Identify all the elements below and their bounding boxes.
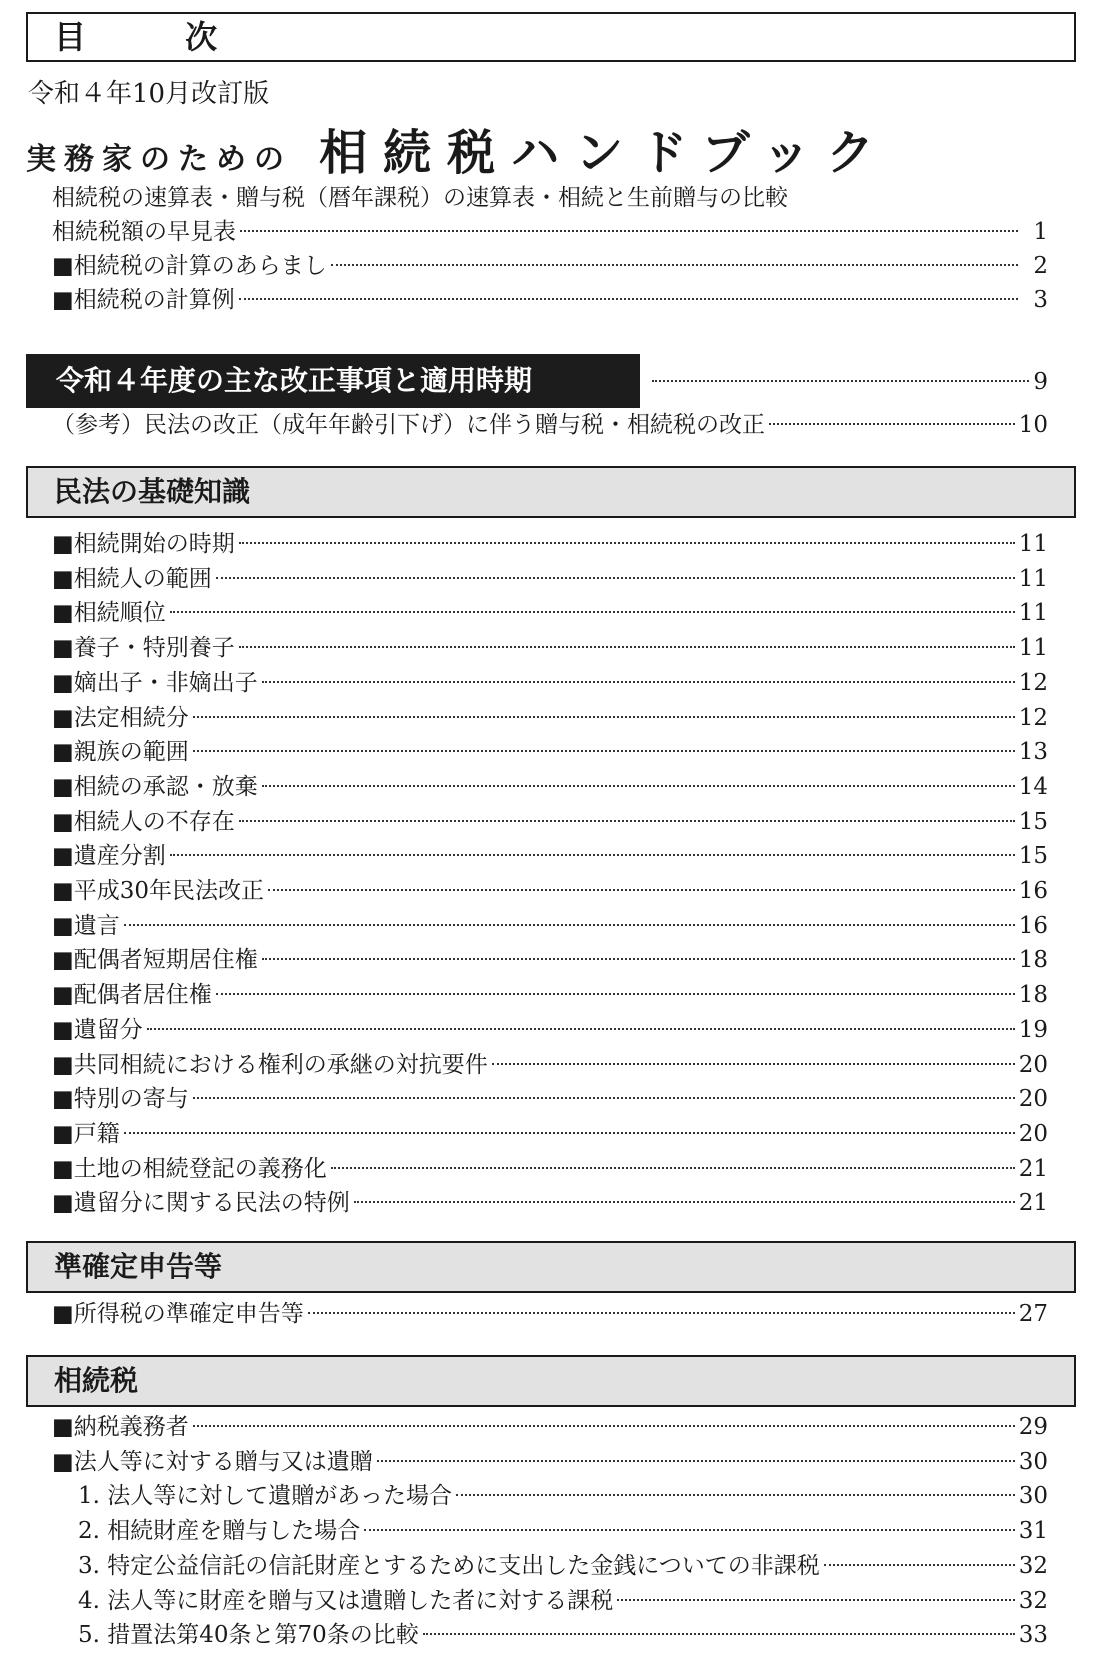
toc-entry-label: ■配偶者居住権 <box>52 982 212 1009</box>
book-title <box>26 114 890 183</box>
toc-entry-label: ■法人等に対する贈与又は遺贈 <box>52 1448 373 1475</box>
leader-dots <box>124 924 1015 926</box>
toc-entry-label: ■所得税の準確定申告等 <box>52 1301 304 1327</box>
reform-header-page: 9 <box>1033 369 1048 395</box>
toc-entry-label: ■納税義務者 <box>52 1414 189 1440</box>
toc-entry[interactable] <box>78 1584 1048 1618</box>
toc-entry-page: 16 <box>1018 912 1048 939</box>
toc-entry[interactable] <box>52 1297 1048 1331</box>
toc-entry-page: 12 <box>1018 669 1048 696</box>
toc-entry[interactable] <box>52 805 1048 839</box>
inheritance-tax-section-header <box>26 1355 1076 1407</box>
toc-entry-label: ■親族の範囲 <box>52 739 189 766</box>
quasi-filing-section-header <box>26 1241 1076 1293</box>
toc-entry-page: 30 <box>1018 1483 1048 1510</box>
toc-entry[interactable] <box>52 1410 1048 1444</box>
toc-entry-page: 27 <box>1018 1301 1048 1327</box>
toc-entry-page: 15 <box>1018 843 1048 870</box>
toc-entry-page: 1 <box>1033 219 1048 245</box>
toc-entry[interactable] <box>52 562 1048 596</box>
toc-entry[interactable] <box>52 527 1048 561</box>
leader-dots <box>216 577 1015 579</box>
leader-dots <box>617 1599 1014 1601</box>
leader-dots <box>262 785 1015 787</box>
toc-entry-label: ■相続税の計算例 <box>52 287 235 313</box>
toc-entry[interactable] <box>52 909 1048 943</box>
toc-entry-label: ■法定相続分 <box>52 704 189 731</box>
toc-entry-label: ■戸籍 <box>52 1120 120 1147</box>
book-main-title: 相続税ハンドブック <box>319 125 891 181</box>
leader-dots <box>170 854 1015 856</box>
leader-dots <box>377 1460 1015 1462</box>
section-title: 準確定申告等 <box>54 1250 223 1283</box>
toc-entry-label: ■嫡出子・非嫡出子 <box>52 669 258 696</box>
leader-dots <box>193 1097 1015 1099</box>
leader-dots <box>423 1633 1015 1635</box>
toc-entry-page: 33 <box>1018 1622 1048 1649</box>
toc-entry[interactable] <box>52 215 1048 249</box>
toc-entry-label: ■相続人の範囲 <box>52 565 212 592</box>
toc-entry-label: ■共同相続における権利の承継の対抗要件 <box>52 1051 488 1078</box>
leader-dots <box>456 1494 1015 1496</box>
toc-entry-page: 10 <box>1018 412 1048 438</box>
toc-entry-page: 30 <box>1018 1448 1048 1475</box>
reform-section-header[interactable]: 令和４年度の主な改正事項と適用時期 <box>26 354 640 408</box>
toc-entry[interactable] <box>52 1445 1048 1479</box>
toc-heading: 目 次 <box>54 18 262 56</box>
toc-entry-page: 18 <box>1018 947 1048 974</box>
toc-entry-page: 2 <box>1033 253 1048 279</box>
leader-dots <box>262 958 1015 960</box>
leader-dots <box>147 1028 1015 1030</box>
toc-entry-label: 2. 相続財産を贈与した場合 <box>78 1518 361 1545</box>
leader-dots <box>193 716 1015 718</box>
leader-dots <box>652 380 1029 382</box>
toc-entry-page: 20 <box>1018 1051 1048 1078</box>
toc-entry-label: ■遺産分割 <box>52 843 166 870</box>
toc-entry-page: 20 <box>1018 1120 1048 1147</box>
leader-dots <box>331 264 1018 266</box>
toc-entry-label: ■特別の寄与 <box>52 1086 189 1113</box>
toc-entry-label: （参考）民法の改正（成年年齢引下げ）に伴う贈与税・相続税の改正 <box>52 412 765 438</box>
toc-entry-page: 18 <box>1018 982 1048 1009</box>
toc-entry[interactable] <box>52 978 1048 1012</box>
toc-entry-page: 11 <box>1018 635 1048 662</box>
leader-dots <box>216 993 1015 995</box>
leader-dots <box>364 1529 1014 1531</box>
toc-entry-page: 12 <box>1018 704 1048 731</box>
toc-entry-page: 11 <box>1018 600 1048 627</box>
leader-dots <box>824 1564 1015 1566</box>
leader-dots <box>354 1201 1015 1203</box>
toc-entry-label: ■土地の相続登記の義務化 <box>52 1155 327 1182</box>
toc-entry[interactable] <box>52 596 1048 630</box>
toc-entry-label: 3. 特定公益信託の信託財産とするために支出した金銭についての非課税 <box>78 1552 820 1579</box>
leader-dots <box>170 611 1015 613</box>
leader-dots <box>124 1132 1015 1134</box>
toc-entry-label: 相続税の速算表・贈与税（暦年課税）の速算表・相続と生前贈与の比較 <box>52 185 788 211</box>
toc-entry-label: ■配偶者短期居住権 <box>52 947 258 974</box>
leader-dots <box>239 646 1015 648</box>
toc-entry[interactable] <box>52 735 1048 769</box>
civil-law-section-header <box>26 466 1076 518</box>
toc-entry-page: 11 <box>1018 565 1048 592</box>
toc-entry[interactable] <box>52 1048 1048 1082</box>
toc-entry[interactable] <box>52 943 1048 977</box>
toc-entry-label: ■相続人の不存在 <box>52 808 235 835</box>
reform-header-leader <box>652 365 1048 399</box>
toc-entry[interactable] <box>52 283 1048 317</box>
toc-entry[interactable] <box>52 701 1048 735</box>
toc-entry[interactable] <box>52 249 1048 283</box>
toc-entry-label: ■養子・特別養子 <box>52 635 235 662</box>
toc-entry-page: 21 <box>1018 1190 1048 1217</box>
toc-entry-label: ■遺留分 <box>52 1016 143 1043</box>
toc-entry[interactable] <box>78 1549 1048 1583</box>
toc-entry-label: ■相続開始の時期 <box>52 531 235 557</box>
toc-entry-label: ■相続の承認・放棄 <box>52 773 258 800</box>
toc-entry-page: 32 <box>1018 1552 1048 1579</box>
toc-entry[interactable] <box>52 666 1048 700</box>
toc-heading-box <box>26 12 1076 62</box>
book-subtitle: 実務家のための <box>26 142 292 177</box>
leader-dots <box>239 298 1018 300</box>
toc-entry[interactable] <box>52 1082 1048 1116</box>
toc-entry-page: 19 <box>1018 1016 1048 1043</box>
toc-entry-page: 14 <box>1018 773 1048 800</box>
toc-entry[interactable] <box>52 874 1048 908</box>
toc-entry-label: 5. 措置法第40条と第70条の比較 <box>78 1622 419 1649</box>
leader-dots <box>308 1312 1015 1314</box>
toc-entry-page: 21 <box>1018 1155 1048 1182</box>
toc-entry[interactable] <box>78 1618 1048 1652</box>
leader-dots <box>239 820 1015 822</box>
toc-entry-page: 11 <box>1018 531 1048 557</box>
toc-entry[interactable] <box>52 408 1048 442</box>
toc-entry-label: 1. 法人等に対して遺贈があった場合 <box>78 1483 453 1510</box>
toc-entry-label: ■遺留分に関する民法の特例 <box>52 1190 350 1217</box>
toc-entry-page: 31 <box>1018 1518 1048 1545</box>
toc-entry[interactable] <box>52 181 1048 215</box>
toc-entry-label: 相続税額の早見表 <box>52 219 236 245</box>
toc-entry[interactable] <box>52 1013 1048 1047</box>
section-title: 相続税 <box>54 1364 139 1397</box>
leader-dots <box>262 681 1015 683</box>
leader-dots <box>193 750 1015 752</box>
toc-entry[interactable] <box>52 631 1048 665</box>
toc-entry-page: 32 <box>1018 1587 1048 1614</box>
leader-dots <box>268 889 1015 891</box>
toc-entry-page: 15 <box>1018 808 1048 835</box>
toc-entry-label: ■相続順位 <box>52 600 166 627</box>
leader-dots <box>492 1063 1015 1065</box>
toc-entry-page: 29 <box>1018 1414 1048 1440</box>
toc-entry-label: ■遺言 <box>52 912 120 939</box>
toc-entry-page: 3 <box>1033 287 1048 313</box>
leader-dots <box>239 542 1015 544</box>
toc-entry-page: 16 <box>1018 878 1048 904</box>
toc-entry-label: ■相続税の計算のあらまし <box>52 253 327 279</box>
toc-entry[interactable] <box>52 1186 1048 1220</box>
edition-label: 令和４年10月改訂版 <box>28 79 270 109</box>
toc-entry[interactable] <box>52 1117 1048 1151</box>
section-title: 民法の基礎知識 <box>54 475 251 508</box>
leader-dots <box>331 1167 1015 1169</box>
toc-entry-page: 20 <box>1018 1086 1048 1113</box>
toc-entry[interactable] <box>78 1514 1048 1548</box>
leader-dots <box>240 230 1018 232</box>
toc-entry[interactable] <box>52 1152 1048 1186</box>
toc-entry[interactable] <box>52 839 1048 873</box>
leader-dots <box>769 423 1015 425</box>
toc-entry[interactable] <box>78 1479 1048 1513</box>
toc-entry-label: 4. 法人等に財産を贈与又は遺贈した者に対する課税 <box>78 1587 614 1614</box>
toc-entry-label: ■平成30年民法改正 <box>52 878 264 904</box>
toc-entry-page: 13 <box>1018 739 1048 766</box>
toc-entry[interactable] <box>52 770 1048 804</box>
leader-dots <box>193 1425 1015 1427</box>
